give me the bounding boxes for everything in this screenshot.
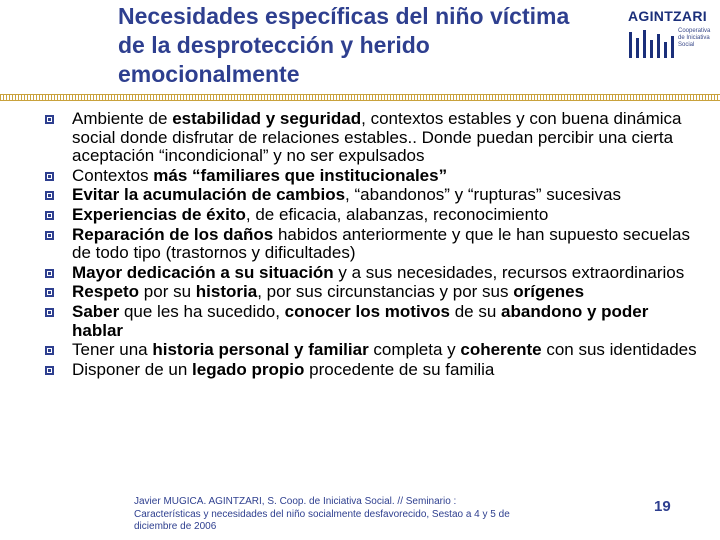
bullet-text: , contextos estables y con buena dinámica social donde disfrutar de relaciones estables.. Donde puedan percibir una cierta aceptación “incondicional” y no ser expulsados: [72, 109, 682, 166]
bullet-bold-text: Reparación de los daños: [72, 224, 274, 244]
logo-subtitle: Cooperativa de Iniciativa Social: [678, 28, 711, 48]
bullet-text: habidos anteriormente y que le han supuesto secuelas de todo tipo (trastornos y dificultades): [72, 224, 691, 263]
bullet-item: [44, 283, 704, 302]
bullet-text: Ambiente de: [72, 109, 173, 128]
bullet-item: [44, 341, 704, 360]
bullet-bold-text: coherente: [460, 340, 542, 360]
bullet-item: [44, 206, 704, 225]
bullet-text: por su: [139, 282, 196, 302]
bullet-bold-text: historia personal y familiar: [152, 340, 369, 360]
agintzari-logo: [612, 8, 718, 72]
bullet-bold-text: Respeto: [72, 282, 140, 302]
square-bullet-icon: [45, 269, 54, 278]
bullet-item: [44, 167, 704, 186]
title-divider: [0, 94, 720, 101]
logo-name: AGINTZARI: [628, 8, 707, 24]
slide-title: Necesidades específicas del niño víctima de la desprotección y herido emocionalmente: [118, 3, 570, 87]
bullet-bold-text: más “familiares que institucionales”: [153, 165, 448, 185]
footer-line-1: Javier MUGICA. AGINTZARI, S. Coop. de Iniciativa Social. // Seminario :: [134, 496, 457, 507]
bullet-bold-text: Saber: [72, 301, 120, 321]
logo-bars-icon: [628, 28, 676, 62]
bullet-bold-text: historia: [195, 282, 258, 302]
bullet-bold-text: orígenes: [513, 282, 585, 302]
bullet-bold-text: estabilidad y seguridad: [172, 109, 362, 128]
bullet-item: [44, 186, 704, 205]
bullet-text: completa y: [368, 340, 461, 360]
bullet-text: procedente de su familia: [304, 359, 495, 379]
footer-line-2: Características y necesidades del niño socialmente desfavorecido, Sestao a 4 y 5 de: [134, 508, 510, 520]
bullet-bold-text: Mayor dedicación a su situación: [72, 262, 334, 282]
square-bullet-icon: [45, 211, 54, 220]
square-bullet-icon: [45, 172, 54, 181]
bullet-text: , “abandonos” y “rupturas” sucesivas: [345, 185, 621, 205]
square-bullet-icon: [45, 231, 54, 240]
square-bullet-icon: [45, 288, 54, 297]
bullet-item: [44, 361, 704, 380]
page-number: 19: [654, 498, 671, 515]
bullet-item: [44, 226, 704, 263]
bullet-item: [44, 303, 704, 340]
footer-line-3: diciembre de 2006: [134, 521, 217, 532]
bullet-text: con sus identidades: [541, 340, 697, 360]
bullet-bold-text: legado propio: [192, 359, 305, 379]
bullet-text: , por sus circunstancias y por sus: [257, 282, 514, 302]
square-bullet-icon: [45, 115, 54, 124]
bullet-item: [44, 110, 704, 166]
bullet-text: que les ha sucedido,: [119, 301, 285, 321]
bullet-text: y a sus necesidades, recursos extraordinarios: [333, 262, 685, 282]
square-bullet-icon: [45, 191, 54, 200]
bullet-bold-text: abandono y poder hablar: [72, 301, 649, 340]
footer-credits: [134, 496, 624, 534]
square-bullet-icon: [45, 346, 54, 355]
bullet-item: [44, 264, 704, 283]
bullet-list: [44, 110, 704, 380]
bullet-text: Contextos: [72, 165, 154, 185]
square-bullet-icon: [45, 366, 54, 375]
bullet-bold-text: Experiencias de éxito: [72, 204, 246, 224]
square-bullet-icon: [45, 308, 54, 317]
bullet-bold-text: Evitar la acumulación de cambios: [72, 185, 346, 205]
bullet-bold-text: conocer los motivos: [284, 301, 450, 321]
bullet-text: , de eficacia, alabanzas, reconocimiento: [245, 204, 549, 224]
bullet-text: Tener una: [72, 340, 153, 360]
bullet-text: de su: [449, 301, 502, 321]
bullet-text: Disponer de un: [72, 359, 193, 379]
